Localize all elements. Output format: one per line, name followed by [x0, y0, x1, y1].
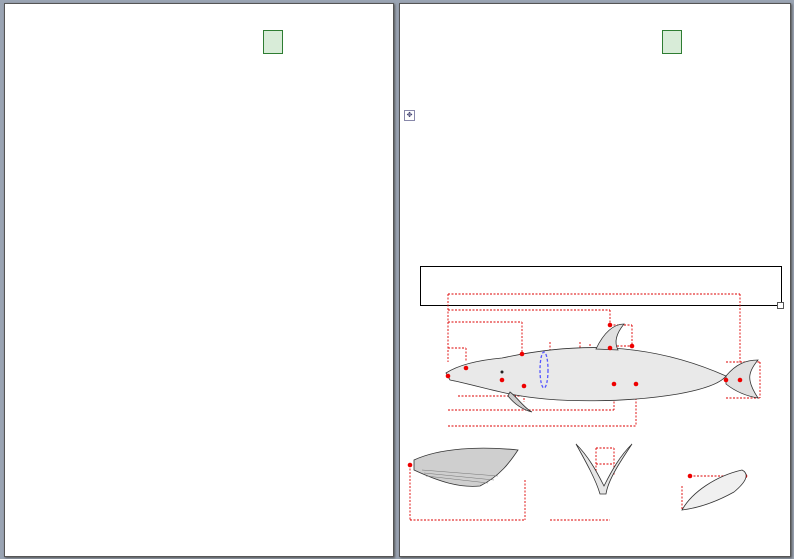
cetacean-diagram — [400, 280, 790, 556]
emblem-icon — [662, 30, 682, 54]
emblem-icon — [263, 30, 283, 54]
move-handle-icon[interactable]: ✥ — [404, 110, 415, 121]
page-2 — [399, 3, 791, 557]
junta-logo-2 — [662, 30, 742, 54]
junta-logo — [263, 30, 343, 54]
page-1 — [4, 3, 394, 557]
